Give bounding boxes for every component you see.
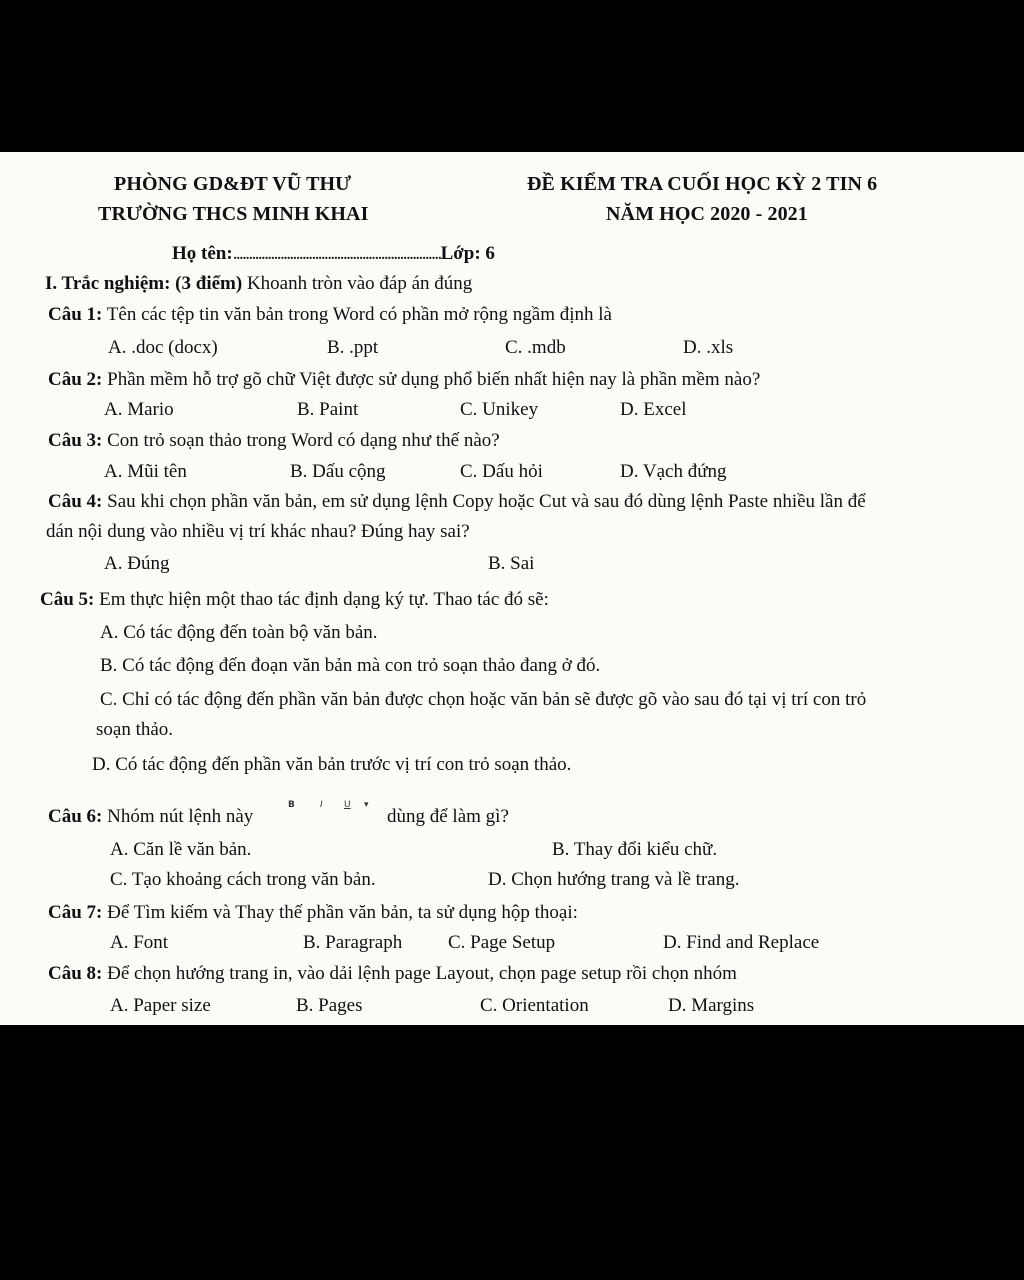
question-text: Con trỏ soạn thảo trong Word có dạng như thế nào? [107,430,500,451]
q2-option-b: B. Paint [297,399,359,420]
header-exam-title: ĐỀ KIỂM TRA CUỐI HỌC KỲ 2 TIN 6 [527,173,878,195]
question-label: Câu 7: [48,902,103,923]
question-7 [48,903,578,922]
q2-option-d: D. Excel [620,399,687,420]
q5-option-c: C. Chỉ có tác động đến phần văn bản được chọn hoặc văn bản sẽ được gõ vào sau đó tại vị trí con trỏ [100,689,867,710]
q6-option-c: C. Tạo khoảng cách trong văn bản. [110,869,376,890]
q6-option-b: B. Thay đổi kiểu chữ. [552,839,718,860]
question-2 [48,370,760,389]
question-5 [40,590,549,609]
q2-option-a: A. Mario [104,399,174,420]
question-label: Câu 6: [48,806,103,827]
q6-option-d: D. Chọn hướng trang và lề trang. [488,869,740,890]
q1-option-d: D. .xls [683,337,734,358]
section-title: I. Trắc nghiệm: (3 điểm) [45,273,243,294]
question-label: Câu 3: [48,430,103,451]
chevron-down-icon: ▾ [364,800,369,810]
q5-option-b: B. Có tác động đến đoạn văn bản mà con trỏ soạn thảo đang ở đó. [100,655,601,676]
formatting-toolbar-image [288,800,378,814]
q3-option-b: B. Dấu cộng [290,461,386,482]
question-label: Câu 8: [48,963,103,984]
section-instruction: Khoanh tròn vào đáp án đúng [246,273,473,294]
question-3 [48,431,500,450]
question-label: Câu 1: [48,304,103,325]
q1-option-a: A. .doc (docx) [108,337,218,358]
q8-option-b: B. Pages [296,995,363,1016]
q6-option-a: A. Căn lề văn bản. [110,839,252,860]
question-4-continued: dán nội dung vào nhiều vị trí khác nhau? Đúng hay sai? [46,521,470,542]
q3-option-d: D. Vạch đứng [620,461,727,482]
question-6-continued: dùng để làm gì? [387,806,509,827]
section-heading [45,274,472,293]
q8-option-c: C. Orientation [480,995,589,1016]
q3-option-a: A. Mũi tên [104,461,187,482]
class-label: Lớp: 6 [440,243,495,264]
q8-option-a: A. Paper size [110,995,211,1016]
question-text: Nhóm nút lệnh này [107,806,254,827]
underline-icon: U [344,800,351,810]
exam-paper [0,152,1024,1025]
student-info-line [172,244,495,263]
question-text: Để Tìm kiếm và Thay thế phần văn bản, ta sử dụng hộp thoại: [107,902,578,923]
q5-option-c-continued: soạn thảo. [96,719,174,740]
question-label: Câu 4: [48,491,103,512]
question-text: Phần mềm hỗ trợ gõ chữ Việt được sử dụng phổ biến nhất hiện nay là phần mềm nào? [107,369,761,390]
q5-option-a: A. Có tác động đến toàn bộ văn bản. [100,622,378,643]
q7-option-a: A. Font [110,932,169,953]
question-label: Câu 5: [40,589,95,610]
q8-option-d: D. Margins [668,995,755,1016]
q7-option-c: C. Page Setup [448,932,556,953]
question-8 [48,964,737,983]
name-label: Họ tên: [172,243,233,264]
question-4 [48,492,866,511]
header-department: PHÒNG GD&ĐT VŨ THƯ [114,173,352,195]
q4-option-b: B. Sai [488,553,535,574]
question-text: Sau khi chọn phần văn bản, em sử dụng lệnh Copy hoặc Cut và sau đó dùng lệnh Paste nhiều lần để [107,491,866,512]
q3-option-c: C. Dấu hỏi [460,461,543,482]
q7-option-d: D. Find and Replace [663,932,820,953]
question-label: Câu 2: [48,369,103,390]
q1-option-c: C. .mdb [505,337,566,358]
q5-option-d: D. Có tác động đến phần văn bản trước vị trí con trỏ soạn thảo. [92,754,572,775]
question-6 [48,807,253,826]
question-text: Em thực hiện một thao tác định dạng ký tự. Thao tác đó sẽ: [99,589,549,610]
q2-option-c: C. Unikey [460,399,539,420]
bold-icon: B [288,800,295,810]
italic-icon: I [320,800,323,810]
q7-option-b: B. Paragraph [303,932,403,953]
question-text: Để chọn hướng trang in, vào dải lệnh page Layout, chọn page setup rồi chọn nhóm [107,963,737,984]
q1-option-b: B. .ppt [327,337,379,358]
header-school-year: NĂM HỌC 2020 - 2021 [606,203,808,225]
question-text: Tên các tệp tin văn bản trong Word có phần mở rộng ngầm định là [106,304,612,325]
header-school: TRƯỜNG THCS MINH KHAI [98,203,369,225]
name-blank: .................................................................. [232,243,441,264]
question-1 [48,305,612,324]
q4-option-a: A. Đúng [104,553,170,574]
